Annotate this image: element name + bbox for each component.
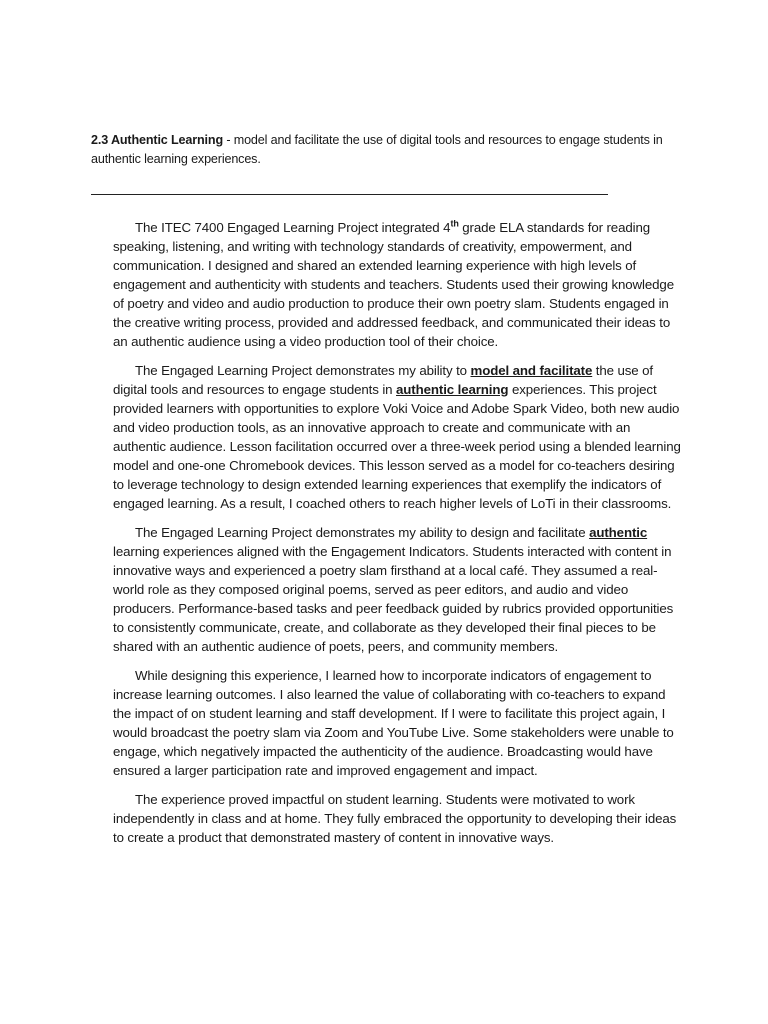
section-heading-description: - model and facilitate the use of digital tools and resources to engage students in authentic learning experiences. [91, 133, 663, 166]
paragraph-2 [113, 361, 683, 513]
paragraph-2-text-c: experiences. This project provided learners with opportunities to explore Voki Voice and Adobe Spark Video, both new audio and video production tools, as an innovative approach to create and communicate with an authentic audience. Lesson facilitation occurred over a three-week period using a blended learning model and one-one Chromebook devices. This lesson served as a model for co-teachers desiring to leverage technology to design extended learning experiences that exemplify the indicators of engaged learning. As a result, I coached others to reach higher levels of LoTi in their classrooms. [113, 382, 681, 511]
horizontal-divider [91, 194, 608, 195]
emphasis-authentic-learning: authentic learning [396, 382, 509, 397]
document-body [113, 218, 683, 857]
paragraph-1 [113, 218, 683, 351]
ordinal-superscript: th [450, 218, 459, 229]
paragraph-3 [113, 523, 683, 656]
paragraph-1-text-b: grade ELA standards for reading speaking, listening, and writing with technology standards of creativity, empowerment, and communication. I designed and shared an extended learning experience with high levels of engagement and authenticity with students and teachers. Students used their growing knowledge of poetry and video and audio production to produce their own poetry slam. Students engaged in the creative writing process, provided and addressed feedback, and communicated their ideas to an authentic audience using a video production tool of their choice. [113, 220, 674, 349]
emphasis-authentic: authentic [589, 525, 648, 540]
paragraph-4: While designing this experience, I learned how to incorporate indicators of engagement to increase learning outcomes. I also learned the value of collaborating with co-teachers to expand the impact of on student learning and staff development. If I were to facilitate this project again, I would broadcast the poetry slam via Zoom and YouTube Live. Some stakeholders were unable to engage, which negatively impacted the authenticity of the audience. Broadcasting would have ensured a larger participation rate and improved engagement and impact. [113, 668, 674, 778]
paragraph-3-text-b: learning experiences aligned with the Engagement Indicators. Students interacted with content in innovative ways and experienced a poetry slam firsthand at a local café. They assumed a real-world role as they composed original poems, served as peer editors, and audio and video producers. Performance-based tasks and peer feedback guided by rubrics provided opportunities to consistently communicate, create, and collaborate as they developed their final pieces to be shared with an authentic audience of poets, peers, and community members. [113, 544, 674, 654]
section-heading [91, 131, 691, 169]
paragraph-1-text-a: The ITEC 7400 Engaged Learning Project integrated 4 [135, 220, 451, 235]
paragraph-2-text-a: The Engaged Learning Project demonstrates my ability to [135, 363, 471, 378]
paragraph-5: The experience proved impactful on student learning. Students were motivated to work independently in class and at home. They fully embraced the opportunity to developing their ideas to create a product that demonstrated mastery of content in innovative ways. [113, 792, 677, 845]
paragraph-3-text-a: The Engaged Learning Project demonstrates my ability to design and facilitate [135, 525, 590, 540]
section-heading-lead: 2.3 Authentic Learning [91, 133, 223, 147]
paragraph-2-text-b: the use of digital tools and resources to engage students in [113, 363, 654, 397]
emphasis-model-and-facilitate: model and facilitate [470, 363, 593, 378]
